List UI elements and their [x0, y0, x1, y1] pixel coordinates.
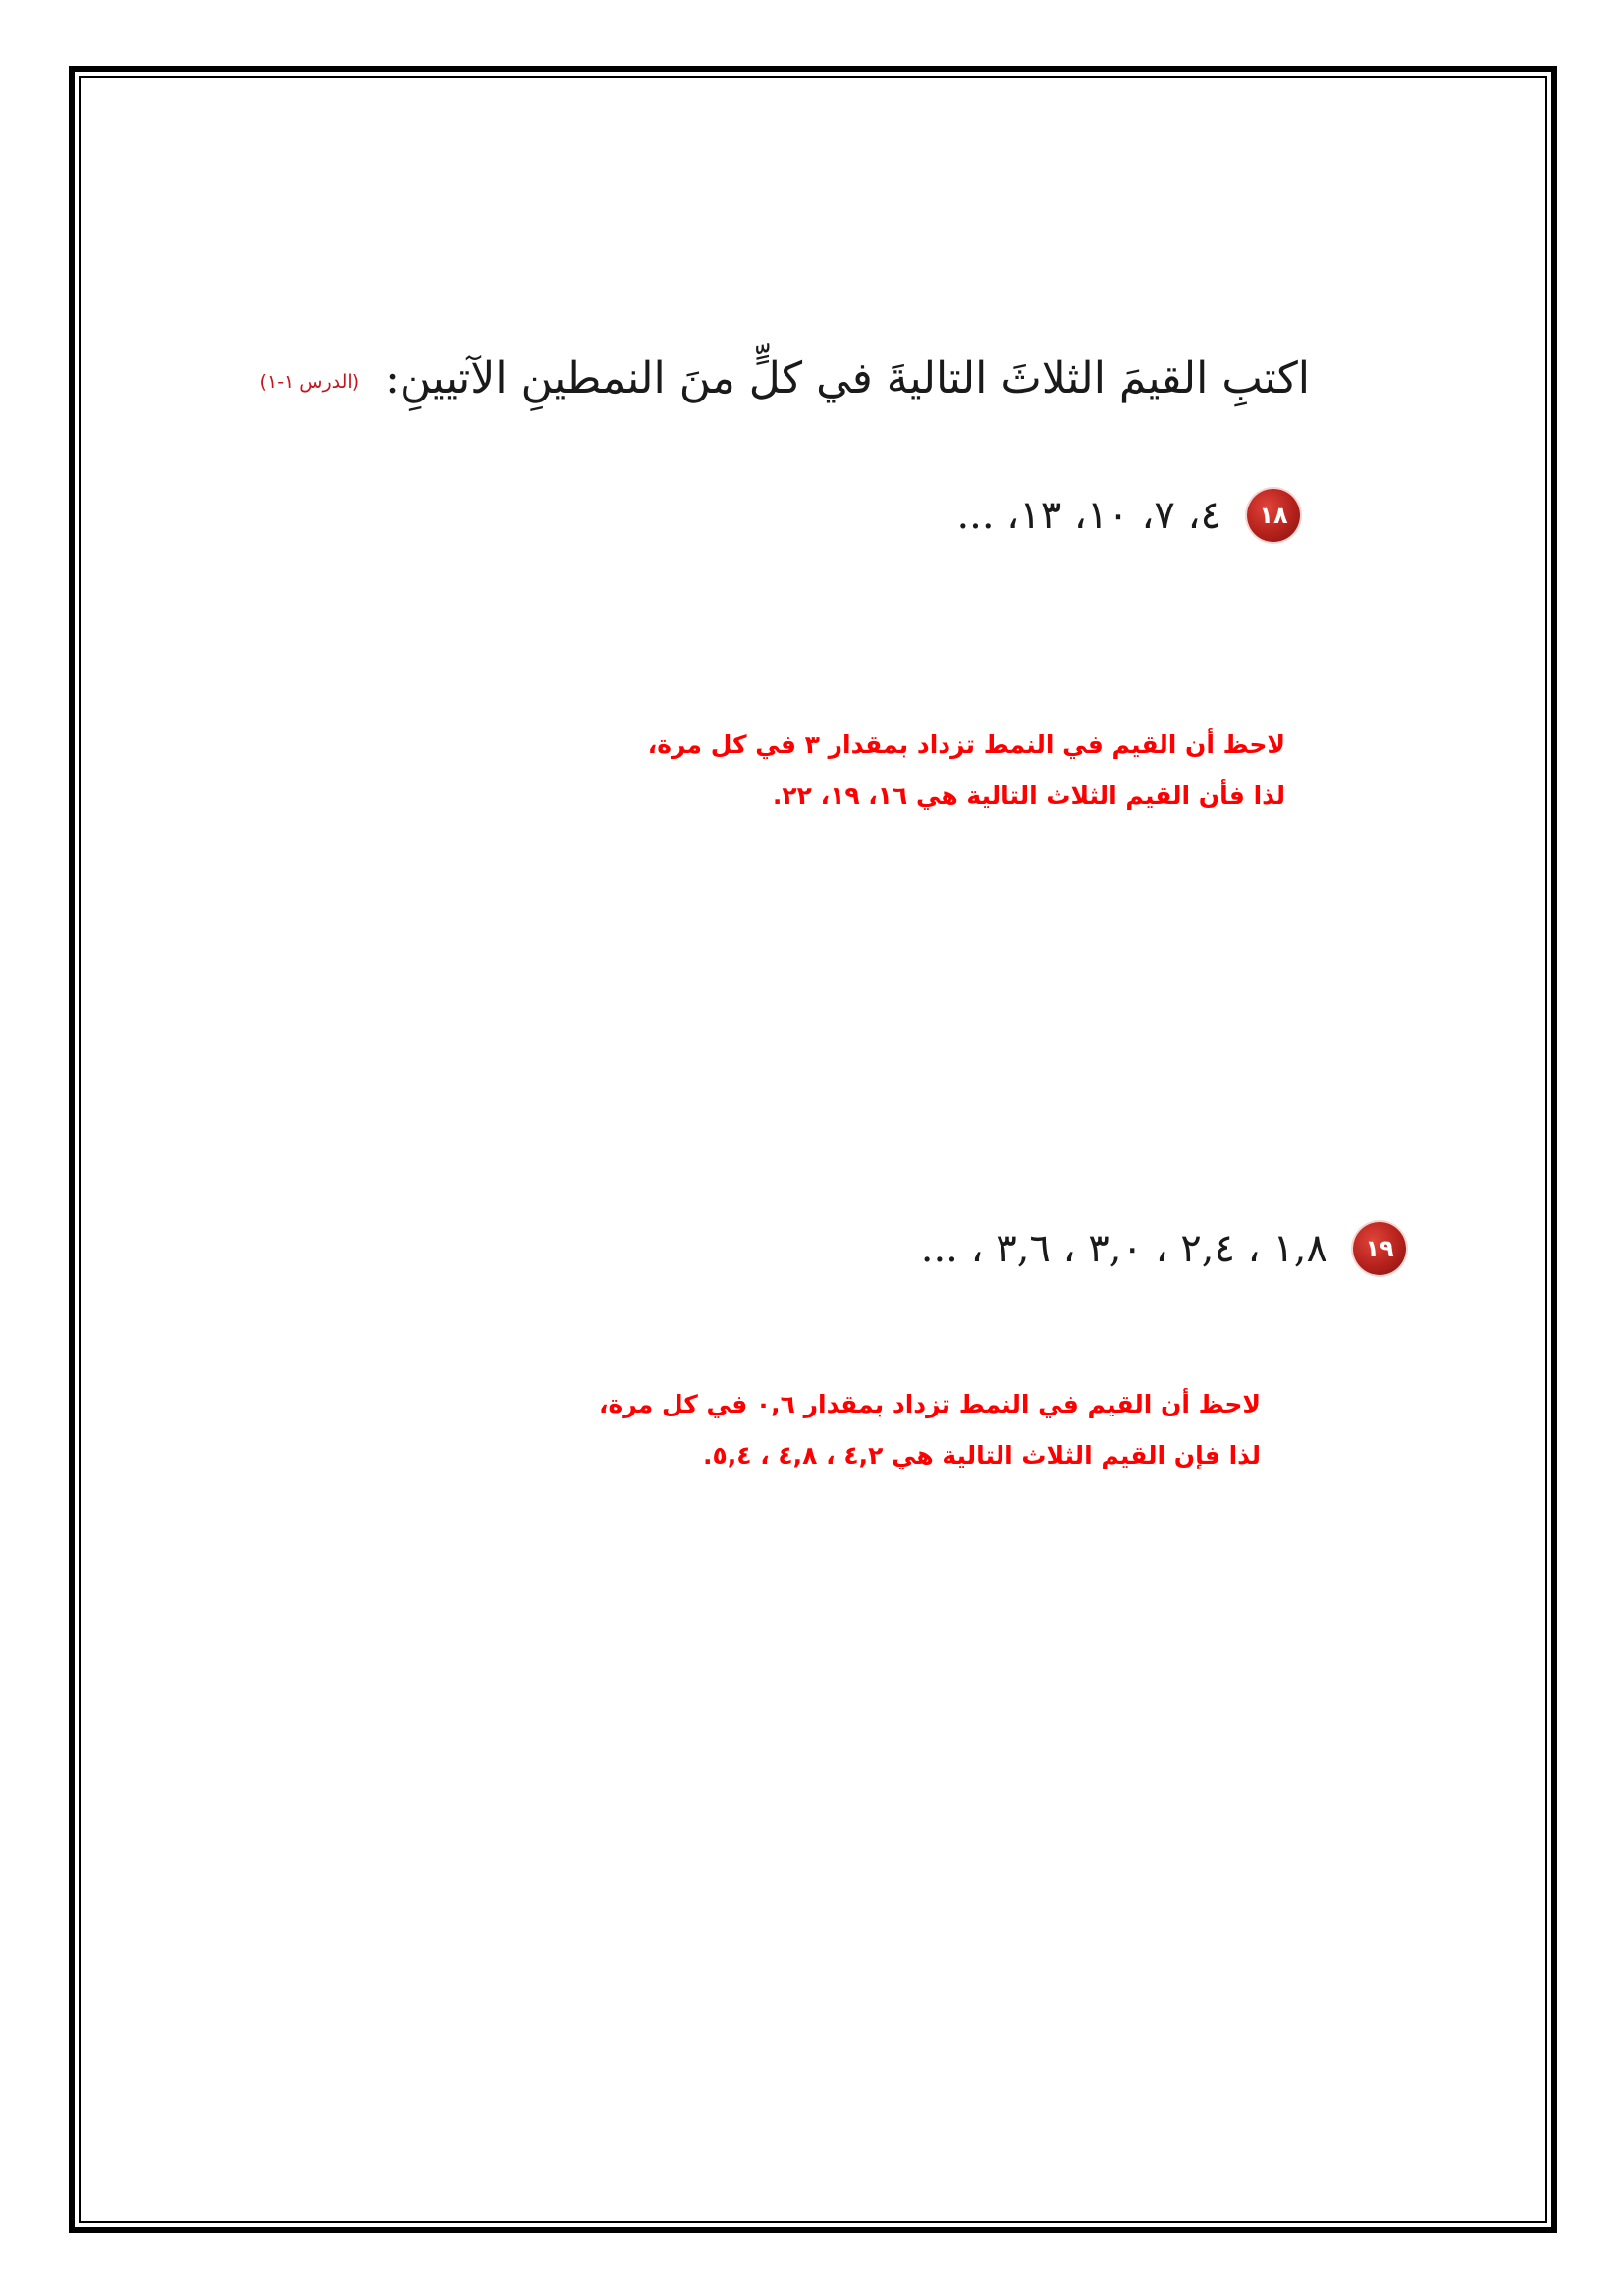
instruction-row	[259, 339, 1310, 417]
answer-line: لاحظ أن القيم في النمط تزداد بمقدار ٣ في كل مرة،	[647, 730, 1285, 759]
exercise-number-badge: ١٩	[1353, 1222, 1406, 1275]
instruction-text: اكتبِ القيمَ الثلاثَ التاليةَ في كلٍّ منَ النمطينِ الآتيينِ:	[385, 352, 1310, 403]
answer-line: لاحظ أن القيم في النمط تزداد بمقدار ٠,٦ في كل مرة،	[599, 1390, 1261, 1418]
sequence-text: ٤، ٧، ١٠، ١٣، ...	[956, 493, 1221, 538]
exercise-18	[956, 489, 1300, 542]
answer-18	[648, 720, 1285, 822]
sequence-text: ١,٨ ، ٢,٤ ، ٣,٠ ، ٣,٦ ، ...	[920, 1226, 1327, 1271]
lesson-reference: (الدرس ١-١)	[259, 371, 360, 393]
answer-line: لذا فإن القيم الثلاث التالية هي ٤,٢ ، ٤,٨ ، ٥,٤.	[702, 1441, 1261, 1469]
answer-line: لذا فأن القيم الثلاث التالية هي ١٦، ١٩، ٢٢.	[772, 781, 1285, 810]
exercise-number-badge: ١٨	[1247, 489, 1300, 542]
exercise-19	[921, 1222, 1406, 1275]
answer-19	[599, 1379, 1261, 1481]
